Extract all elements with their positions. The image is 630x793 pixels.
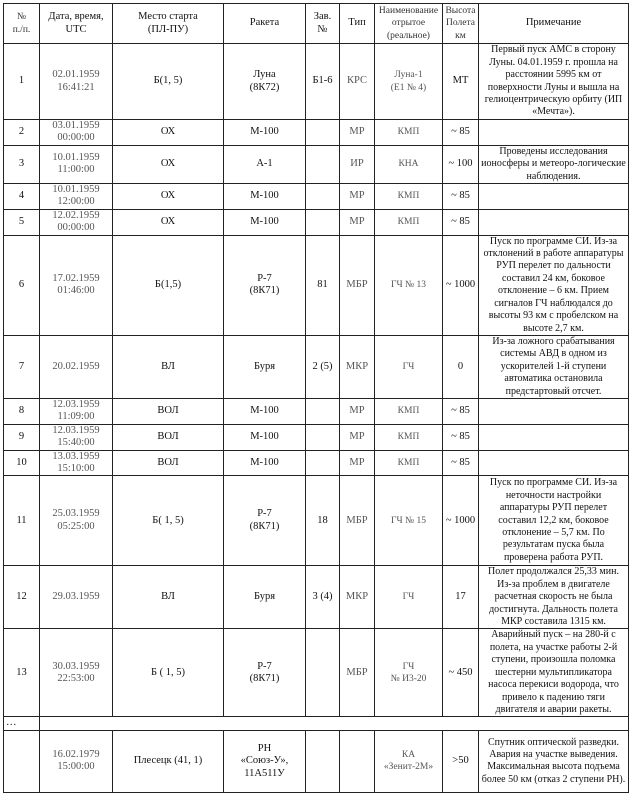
row-site — [113, 398, 224, 424]
row-serial — [306, 235, 340, 335]
row-num — [4, 209, 40, 235]
row-alt — [443, 235, 479, 335]
row-alt — [443, 566, 479, 629]
row-note-text: Пуск по программе СИ. Из-за отклонений в работе аппаратуры РУП перелет по дальности составил 24 км, боковое отклонение – 6 км. Прием сигналов ГЧ наблюдался до высоты 93 км с пробелском на высоте 2,7 км. — [483, 235, 624, 334]
row-note — [479, 424, 629, 450]
row-type-text: МР — [349, 405, 365, 417]
row-rocket-text: Р-7 (8К71) — [249, 508, 280, 532]
row-alt — [443, 730, 479, 792]
row-site-text: ОХ — [160, 216, 176, 228]
row-name-text: КМП — [397, 127, 420, 138]
row-num — [4, 730, 40, 792]
row-rocket — [224, 235, 306, 335]
row-alt-text: ~ 85 — [451, 216, 470, 228]
row-date-text: 02.01.1959 16:41:21 — [52, 69, 100, 93]
row-rocket-text: М-100 — [250, 126, 279, 138]
row-rocket-text: Р-7 (8К71) — [249, 272, 280, 297]
row-type-text: МР — [349, 216, 365, 228]
row-note — [479, 209, 629, 235]
row-name-text: КМП — [397, 406, 420, 417]
row-name-text: Луна-1 (Е1 № 4) — [390, 70, 427, 93]
row-num — [4, 120, 40, 146]
row-serial — [306, 184, 340, 210]
row-site — [113, 566, 224, 629]
row-rocket-text: А-1 — [256, 158, 273, 170]
row-alt — [443, 450, 479, 476]
row-note — [479, 145, 629, 183]
row-date-text: 17.02.1959 01:46:00 — [52, 272, 100, 297]
row-type — [340, 398, 375, 424]
row-date-text: 13.03.1959 15:10:00 — [52, 450, 100, 474]
row-name-text: КМП — [397, 191, 420, 202]
row-name-text: КМП — [397, 431, 420, 442]
row-type-text: МБР — [346, 514, 368, 526]
row-date — [40, 424, 113, 450]
row-num-text: 10 — [16, 456, 27, 468]
row-date-text: 12.03.1959 11:09:00 — [52, 398, 100, 423]
row-note — [479, 730, 629, 792]
row-rocket — [224, 424, 306, 450]
row-alt-text: ~ 1000 — [445, 514, 476, 526]
header-type — [340, 4, 375, 44]
row-rocket-text: Луна (8К72) — [249, 69, 280, 93]
row-date — [40, 184, 113, 210]
row-name-text: КА «Зенит-2М» — [383, 749, 434, 773]
row-rocket-text: М-100 — [250, 405, 279, 417]
header-type-text: Тип — [348, 17, 366, 29]
row-serial-text: 18 — [317, 514, 328, 526]
row-num-text: 12 — [16, 591, 27, 603]
row-serial — [306, 424, 340, 450]
table-row — [4, 450, 629, 476]
row-type-text: МБР — [346, 279, 368, 291]
table-row — [4, 335, 629, 398]
row-rocket-text: М-100 — [250, 190, 279, 202]
row-note-text: Из-за ложного срабатывания системы АВД в одном из ускорителей 1-й ступени автоматика остановила предстартовый отсчет. — [492, 335, 615, 397]
row-name — [375, 730, 443, 792]
row-site-text: ОХ — [160, 126, 176, 138]
table-row — [4, 629, 629, 717]
row-alt — [443, 184, 479, 210]
row-note — [479, 120, 629, 146]
row-note-text: Аварийный пуск – на 280-й с полета, на участке работы 2-й ступени, произошла поломка шестерни мультипликатора насоса перекиси водорода, что привело к падению тяги двигателя и аварии ракеты. — [488, 629, 619, 715]
row-site-text: ВОЛ — [157, 405, 179, 417]
row-type-text: МКР — [345, 360, 369, 372]
row-site-text: ВОЛ — [157, 456, 179, 468]
row-num-text: 4 — [18, 190, 25, 202]
header-num-text: № п./п. — [12, 12, 31, 35]
row-site-text: ВЛ — [161, 360, 175, 372]
row-type — [340, 476, 375, 566]
row-site — [113, 235, 224, 335]
header-name-text: Наименование отрытое (реальное) — [378, 5, 439, 41]
row-alt-text: 17 — [455, 591, 466, 603]
row-date-text: 03.01.1959 00:00:00 — [52, 120, 100, 144]
row-type — [340, 450, 375, 476]
row-name — [375, 629, 443, 717]
row-rocket — [224, 120, 306, 146]
ellipsis-row — [4, 717, 629, 730]
row-alt-text: ~ 100 — [448, 158, 473, 170]
row-rocket — [224, 450, 306, 476]
row-num-text: 1 — [18, 75, 25, 87]
row-site — [113, 209, 224, 235]
row-site-text: ОХ — [160, 158, 176, 170]
row-serial — [306, 209, 340, 235]
row-date — [40, 629, 113, 717]
row-type — [340, 424, 375, 450]
row-alt — [443, 145, 479, 183]
row-site — [113, 44, 224, 120]
row-note — [479, 398, 629, 424]
row-num — [4, 424, 40, 450]
row-alt — [443, 44, 479, 120]
row-date — [40, 120, 113, 146]
row-num — [4, 398, 40, 424]
row-date — [40, 398, 113, 424]
row-type — [340, 235, 375, 335]
row-name — [375, 235, 443, 335]
row-site-text: ОХ — [160, 190, 176, 202]
table-row — [4, 476, 629, 566]
row-site — [113, 450, 224, 476]
row-alt-text: ~ 1000 — [445, 279, 476, 291]
row-date — [40, 335, 113, 398]
row-site — [113, 184, 224, 210]
row-rocket-text: Р-7 (8К71) — [249, 660, 280, 684]
row-site-text: ВОЛ — [157, 430, 179, 442]
row-rocket-text: РН «Союз-У», 11А511У — [240, 742, 289, 779]
row-serial — [306, 629, 340, 717]
row-site-text: Б ( 1, 5) — [150, 666, 186, 678]
row-alt-text: МТ — [452, 75, 469, 87]
row-site-text: Б(1,5) — [154, 279, 182, 291]
row-date-text: 29.03.1959 — [52, 591, 100, 603]
header-num — [4, 4, 40, 44]
row-type-text: МКР — [345, 591, 369, 603]
row-alt-text: ~ 85 — [451, 405, 470, 417]
row-type — [340, 566, 375, 629]
row-note-text: Проведены исследования ионосферы и метеоро-логические наблюдения. — [481, 145, 626, 182]
row-type — [340, 209, 375, 235]
row-site — [113, 476, 224, 566]
header-rocket — [224, 4, 306, 44]
row-date — [40, 450, 113, 476]
header-note — [479, 4, 629, 44]
row-name-text: ГЧ — [402, 592, 415, 603]
header-alt-text: Высота Полета км — [445, 5, 476, 41]
row-name — [375, 335, 443, 398]
row-date-text: 16.02.1979 15:00:00 — [52, 748, 100, 773]
row-name — [375, 450, 443, 476]
row-rocket — [224, 566, 306, 629]
row-alt — [443, 476, 479, 566]
row-alt-text: >50 — [452, 755, 469, 767]
row-note — [479, 335, 629, 398]
row-name-text: ГЧ — [402, 361, 415, 372]
table-row — [4, 566, 629, 629]
row-num — [4, 450, 40, 476]
row-serial — [306, 145, 340, 183]
row-site — [113, 629, 224, 717]
ellipsis-cell — [4, 717, 40, 730]
header-row — [4, 4, 629, 44]
header-site — [113, 4, 224, 44]
row-num — [4, 44, 40, 120]
row-name — [375, 184, 443, 210]
row-type — [340, 44, 375, 120]
row-serial — [306, 450, 340, 476]
row-alt-text: ~ 85 — [451, 430, 470, 442]
row-date — [40, 209, 113, 235]
table-row — [4, 44, 629, 120]
row-rocket — [224, 629, 306, 717]
row-alt — [443, 629, 479, 717]
row-num-text: 11 — [16, 514, 27, 526]
row-rocket — [224, 145, 306, 183]
row-serial — [306, 566, 340, 629]
row-rocket-text: Буря — [253, 591, 276, 603]
row-note-text: Первый пуск АМС в сторону Луны. 04.01.1959 г. прошла на расстоянии 5995 км от поверхности Луны и вышла на гелиоцентрическую орбиту (ИП «Мечта»). — [484, 44, 623, 118]
row-rocket — [224, 209, 306, 235]
row-serial — [306, 398, 340, 424]
row-note-text: Спутник оптической разведки. Авария на участке выведения. Максимальная высота подъема более 50 км (отказ 2 ступени РН). — [481, 736, 626, 785]
row-name-text: ГЧ № И3-20 — [390, 661, 427, 684]
row-serial — [306, 730, 340, 792]
row-rocket — [224, 730, 306, 792]
row-type-text: ИР — [350, 158, 364, 170]
table-row — [4, 398, 629, 424]
row-date-text: 20.02.1959 — [52, 360, 100, 372]
header-rocket-text: Ракета — [249, 17, 280, 29]
row-date-text: 30.03.1959 22:53:00 — [52, 660, 100, 684]
row-serial — [306, 476, 340, 566]
row-type-text: КРС — [347, 75, 367, 87]
header-alt — [443, 4, 479, 44]
table-row — [4, 120, 629, 146]
row-name-text: КМП — [397, 217, 420, 228]
row-note-text: Пуск по программе СИ. Из-за неточности настройки аппаратуры РУП перелет составил 12,2 км, боковое отклонение – 5,7 км. По результатам пуска была проверена работа РУП. — [489, 477, 618, 563]
row-date — [40, 476, 113, 566]
row-num-text: 8 — [18, 405, 25, 417]
row-num — [4, 629, 40, 717]
row-type — [340, 145, 375, 183]
row-num — [4, 235, 40, 335]
table-row — [4, 235, 629, 335]
row-alt — [443, 424, 479, 450]
row-num — [4, 476, 40, 566]
row-name — [375, 44, 443, 120]
table-row — [4, 145, 629, 183]
row-site — [113, 730, 224, 792]
row-name — [375, 145, 443, 183]
row-num-text: 5 — [18, 216, 25, 228]
row-site-text: Плесецк (41, 1) — [133, 755, 203, 767]
row-type-text: МР — [349, 126, 365, 138]
row-alt-text: ~ 85 — [451, 126, 470, 138]
row-name — [375, 566, 443, 629]
row-serial-text: Б1-6 — [312, 75, 333, 87]
row-date — [40, 566, 113, 629]
row-rocket — [224, 476, 306, 566]
row-type — [340, 629, 375, 717]
row-name — [375, 120, 443, 146]
row-rocket-text: М-100 — [250, 430, 279, 442]
table-row — [4, 184, 629, 210]
row-name — [375, 398, 443, 424]
row-serial — [306, 44, 340, 120]
row-note — [479, 476, 629, 566]
row-name-text: КНА — [398, 159, 419, 170]
row-name-text: КМП — [397, 457, 420, 468]
row-serial-text: 3 (4) — [312, 591, 333, 603]
row-num-text: 7 — [18, 360, 25, 372]
header-date — [40, 4, 113, 44]
row-date — [40, 145, 113, 183]
row-rocket — [224, 398, 306, 424]
row-alt — [443, 120, 479, 146]
row-type-text: МБР — [346, 666, 368, 678]
row-alt-text: 0 — [457, 360, 464, 372]
row-num — [4, 335, 40, 398]
row-name — [375, 476, 443, 566]
row-note-text: Полет продолжался 25,33 мин. Из-за проблем в двигателе расчетная скорость не была достигнута. Дальность полета МКР составила 1315 км. — [488, 566, 619, 627]
row-site-text: Б( 1, 5) — [152, 514, 184, 526]
row-alt — [443, 209, 479, 235]
row-alt — [443, 398, 479, 424]
row-type-text: МР — [349, 456, 365, 468]
row-serial-text: 81 — [317, 279, 328, 291]
row-serial-text: 2 (5) — [312, 360, 333, 372]
row-name — [375, 424, 443, 450]
row-alt-text: ~ 85 — [451, 190, 470, 202]
row-serial — [306, 120, 340, 146]
row-date — [40, 730, 113, 792]
table-row — [4, 424, 629, 450]
row-rocket-text: М-100 — [250, 216, 279, 228]
row-name — [375, 209, 443, 235]
row-site — [113, 335, 224, 398]
row-num-text: 6 — [18, 279, 25, 291]
row-site-text: ВЛ — [161, 591, 175, 603]
row-alt-text: ~ 450 — [448, 666, 473, 678]
row-type — [340, 184, 375, 210]
ellipsis-text: … — [6, 717, 17, 729]
row-date-text: 12.03.1959 15:40:00 — [52, 424, 100, 449]
row-note — [479, 235, 629, 335]
row-type-text: МР — [349, 190, 365, 202]
row-note — [479, 566, 629, 629]
header-serial — [306, 4, 340, 44]
row-date — [40, 235, 113, 335]
row-alt — [443, 335, 479, 398]
row-note — [479, 450, 629, 476]
row-date-text: 10.01.1959 11:00:00 — [52, 152, 100, 176]
row-type — [340, 730, 375, 792]
row-num — [4, 184, 40, 210]
row-type-text: МР — [349, 430, 365, 442]
row-num-text: 9 — [18, 430, 25, 442]
row-name-text: ГЧ № 15 — [391, 515, 426, 526]
header-serial-text: Зав. № — [313, 11, 332, 35]
row-rocket-text: М-100 — [250, 456, 279, 468]
row-site-text: Б(1, 5) — [153, 75, 183, 87]
row-num-text: 3 — [18, 158, 25, 170]
table-body — [4, 44, 629, 793]
row-type — [340, 335, 375, 398]
row-note — [479, 629, 629, 717]
row-date-text: 10.01.1959 12:00:00 — [52, 184, 100, 208]
row-type — [340, 120, 375, 146]
row-date-text: 25.03.1959 05:25:00 — [52, 508, 100, 532]
header-date-text: Дата, время, UTC — [48, 11, 104, 35]
row-note — [479, 184, 629, 210]
row-rocket — [224, 335, 306, 398]
ellipsis-filler — [40, 717, 629, 730]
row-site — [113, 145, 224, 183]
row-site — [113, 424, 224, 450]
row-num — [4, 566, 40, 629]
row-num-text: 2 — [18, 126, 25, 138]
table-row — [4, 209, 629, 235]
launch-log-table — [3, 3, 629, 793]
row-rocket — [224, 184, 306, 210]
row-note — [479, 44, 629, 120]
row-date-text: 12.02.1959 00:00:00 — [52, 209, 100, 234]
header-name — [375, 4, 443, 44]
header-note-text: Примечание — [525, 17, 582, 29]
row-name-text: ГЧ № 13 — [391, 280, 426, 291]
row-rocket-text: Буря — [253, 360, 276, 372]
row-num-text: 13 — [16, 666, 27, 678]
row-date — [40, 44, 113, 120]
row-serial — [306, 335, 340, 398]
table-row — [4, 730, 629, 792]
row-alt-text: ~ 85 — [451, 456, 470, 468]
row-num — [4, 145, 40, 183]
row-rocket — [224, 44, 306, 120]
header-site-text: Место старта (ПЛ-ПУ) — [138, 11, 198, 35]
row-site — [113, 120, 224, 146]
